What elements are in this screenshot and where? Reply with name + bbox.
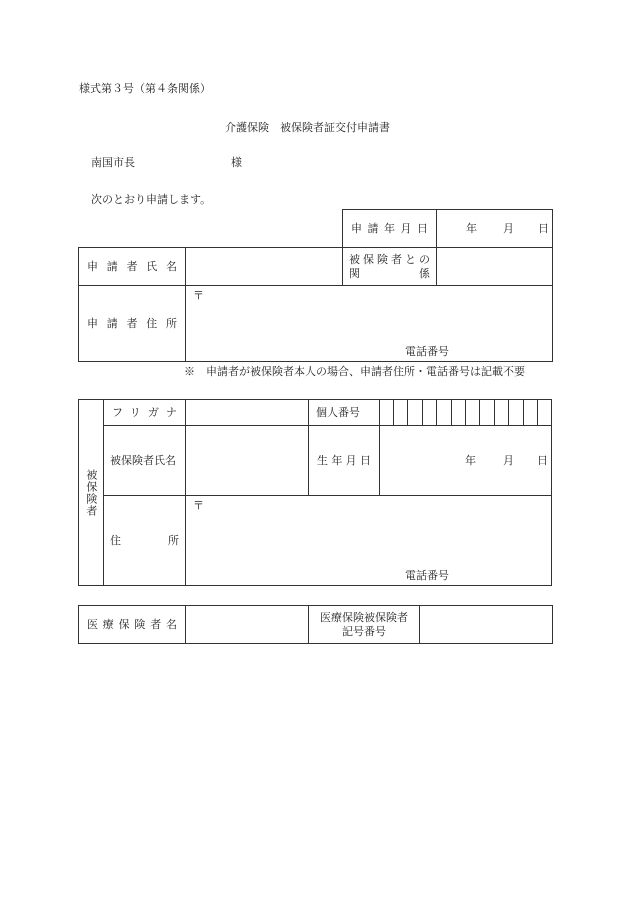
personal-number-digit[interactable] [524, 400, 538, 426]
application-date-field[interactable] [437, 210, 553, 248]
insured-address-char1: 住 [110, 533, 121, 547]
intro-text: 次のとおり申請します。 [91, 193, 212, 206]
date-year-unit: 年 [466, 221, 477, 235]
medical-table [78, 605, 553, 644]
insured-tel-label: 電話番号 [405, 569, 449, 583]
insured-address-label [104, 496, 186, 586]
birth-year-unit: 年 [465, 453, 476, 467]
date-month-unit: 月 [503, 221, 514, 235]
personal-number-digit[interactable] [466, 400, 480, 426]
medical-insurer-label: 医療保険者名 [79, 606, 186, 644]
personal-number-digit[interactable] [408, 400, 423, 426]
applicant-address-field[interactable] [186, 286, 553, 362]
postal-mark: 〒 [193, 499, 204, 512]
insured-name-field[interactable] [186, 426, 309, 496]
relationship-label-char1: 関 [349, 266, 360, 280]
form-number: 様式第３号（第４条関係） [79, 82, 211, 95]
furigana-field[interactable] [186, 400, 309, 426]
birth-date-label: 生年月日 [309, 426, 380, 496]
applicant-tel-label: 電話番号 [405, 345, 449, 359]
personal-number-digit[interactable] [538, 400, 552, 426]
birth-date-field[interactable] [380, 426, 552, 496]
insured-group-label: 被保険者 [79, 400, 104, 586]
relationship-field[interactable] [437, 248, 553, 286]
medical-number-label-line2: 記号番号 [342, 624, 386, 638]
note-text: ※ 申請者が被保険者本人の場合、申請者住所・電話番号は記載不要 [184, 365, 525, 378]
personal-number-digit[interactable] [423, 400, 437, 426]
medical-number-field[interactable] [420, 606, 553, 644]
date-day-unit: 日 [538, 221, 549, 235]
application-date-label: 申請年月日 [343, 210, 437, 248]
personal-number-digit[interactable] [452, 400, 466, 426]
addressee-honorific: 様 [231, 156, 242, 169]
personal-number-label: 個人番号 [309, 400, 380, 426]
applicant-table [78, 209, 553, 362]
applicant-name-field[interactable] [186, 248, 343, 286]
personal-number-digit[interactable] [480, 400, 495, 426]
applicant-address-label: 申請者住所 [79, 286, 186, 362]
insured-name-label: 被保険者氏名 [104, 426, 186, 496]
personal-number-digit[interactable] [437, 400, 452, 426]
personal-number-digit[interactable] [495, 400, 509, 426]
personal-number-digit[interactable] [394, 400, 408, 426]
insured-address-char2: 所 [168, 533, 179, 547]
birth-day-unit: 日 [537, 453, 548, 467]
addressee-name: 南国市長 [91, 156, 135, 169]
furigana-label: フリガナ [104, 400, 186, 426]
postal-mark: 〒 [193, 289, 204, 302]
form-title: 介護保険 被保険者証交付申請書 [225, 121, 390, 134]
relationship-label-line1: 被保険者との [349, 252, 430, 266]
relationship-label-char2: 係 [419, 266, 430, 280]
insured-address-field[interactable] [186, 496, 552, 586]
relationship-label [343, 248, 437, 286]
birth-month-unit: 月 [503, 453, 514, 467]
medical-number-label-line1: 医療保険被保険者 [320, 610, 408, 624]
insured-table [78, 399, 552, 586]
applicant-name-label: 申請者氏名 [79, 248, 186, 286]
medical-number-label [309, 606, 420, 644]
personal-number-digit[interactable] [509, 400, 524, 426]
personal-number-digit[interactable] [380, 400, 394, 426]
medical-insurer-field[interactable] [186, 606, 309, 644]
